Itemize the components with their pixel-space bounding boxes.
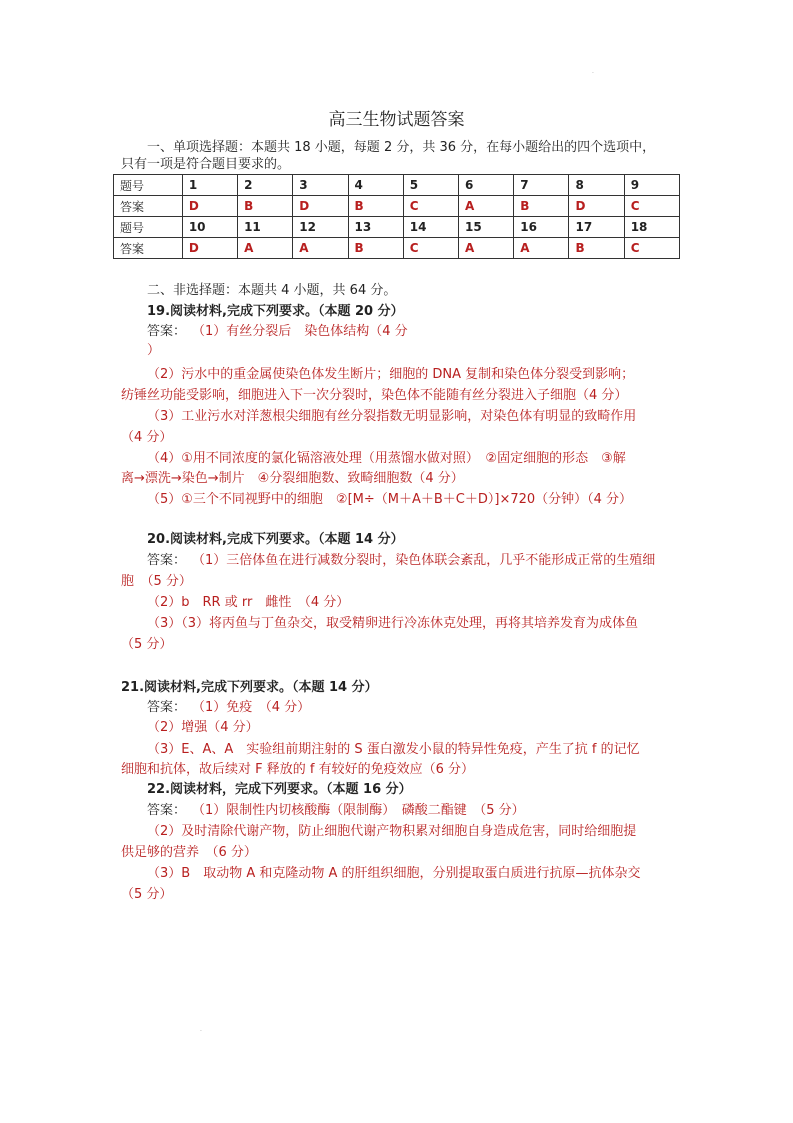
answer-cell: A (514, 238, 569, 259)
section1-line1: 一、单项选择题：本题共 18 小题，每题 2 分，共 36 分，在每小题给出的四个选项中， (147, 140, 656, 155)
q19-title: 19.阅读材料,完成下列要求。（本题 20 分） (147, 304, 404, 319)
page-mark: · (592, 70, 594, 77)
answer-cell: A (459, 238, 514, 259)
page-title: 高三生物试题答案 (328, 110, 465, 130)
question-number-cell: 8 (569, 175, 624, 196)
q22-answer-2a: （2）及时清除代谢产物，防止细胞代谢产物积累对细胞自身造成危害，同时给细胞提 (147, 824, 637, 839)
section1-line2: 只有一项是符合题目要求的。 (121, 157, 291, 172)
q20-answer-3b: （5 分） (121, 637, 173, 652)
question-number-cell: 18 (624, 217, 679, 238)
answer-cell: B (569, 238, 624, 259)
q21-answer-label: 答案： (147, 700, 187, 715)
answer-table (113, 174, 680, 259)
q21-answer-2: （2）增强（4 分） (147, 720, 259, 735)
answer-cell: A (459, 196, 514, 217)
answer-cell: C (624, 196, 679, 217)
q19-answer-label: 答案： (147, 324, 187, 339)
q19-answer-1b: ） (147, 343, 161, 358)
question-number-cell: 1 (182, 175, 237, 196)
table-row-question-numbers (114, 175, 680, 196)
q19-answer-2b: 纺锤丝功能受影响，细胞进入下一次分裂时，染色体不能随有丝分裂进入子细胞（4 分） (121, 388, 628, 403)
answer-cell: B (348, 196, 403, 217)
q21-title: 21.阅读材料,完成下列要求。（本题 14 分） (121, 680, 378, 695)
question-number-cell: 12 (293, 217, 348, 238)
q22-answer-2b: 供足够的营养 （6 分） (121, 845, 257, 860)
question-number-cell: 17 (569, 217, 624, 238)
table-row-answers (114, 238, 680, 259)
q21-answer-1: （1）免疫 （4 分） (192, 700, 311, 715)
q20-answer-2: （2）b RR 或 rr 雌性 （4 分） (147, 595, 350, 610)
answer-cell: B (514, 196, 569, 217)
row-label-question: 题号 (114, 175, 183, 196)
q20-answer-1b: 胞 （5 分） (121, 574, 192, 589)
question-number-cell: 11 (238, 217, 293, 238)
q19-answer-4b: 离→漂洗→染色→制片 ④分裂细胞数、致畸细胞数（4 分） (121, 471, 464, 486)
section2-heading: 二、非选择题：本题共 4 小题，共 64 分。 (147, 283, 397, 298)
q19-answer-1: （1）有丝分裂后 染色体结构（4 分 (192, 324, 408, 339)
answer-cell: D (182, 238, 237, 259)
q21-answer-3a: （3）E、A、A 实验组前期注射的 S 蛋白激发小鼠的特异性免疫，产生了抗 f 的记忆 (147, 742, 640, 757)
question-number-cell: 13 (348, 217, 403, 238)
table-row-answers (114, 196, 680, 217)
question-number-cell: 15 (459, 217, 514, 238)
q21-answer-3b: 细胞和抗体，故后续对 F 释放的 f 有较好的免疫效应（6 分） (121, 762, 474, 777)
question-number-cell: 2 (238, 175, 293, 196)
q22-answer-1: （1）限制性内切核酸酶（限制酶） 磷酸二酯键 （5 分） (192, 803, 525, 818)
answer-cell: D (182, 196, 237, 217)
row-label-answer: 答案 (114, 196, 183, 217)
row-label-answer: 答案 (114, 238, 183, 259)
answer-cell: D (569, 196, 624, 217)
answer-cell: C (624, 238, 679, 259)
answer-cell: B (238, 196, 293, 217)
question-number-cell: 14 (403, 217, 458, 238)
answer-cell: C (403, 238, 458, 259)
answer-cell: A (293, 238, 348, 259)
question-number-cell: 10 (182, 217, 237, 238)
q22-answer-3a: （3）B 取动物 A 和克隆动物 A 的肝组织细胞，分别提取蛋白质进行抗原—抗体杂交 (147, 866, 641, 881)
question-number-cell: 5 (403, 175, 458, 196)
q22-answer-label: 答案： (147, 803, 187, 818)
question-number-cell: 3 (293, 175, 348, 196)
q20-title: 20.阅读材料,完成下列要求。（本题 14 分） (147, 532, 404, 547)
q22-answer-3b: （5 分） (121, 887, 173, 902)
q19-answer-4a: （4）①用不同浓度的氯化镉溶液处理（用蒸馏水做对照） ②固定细胞的形态 ③解 (147, 451, 626, 466)
q19-answer-3b: （4 分） (121, 430, 173, 445)
question-number-cell: 4 (348, 175, 403, 196)
question-number-cell: 16 (514, 217, 569, 238)
answer-cell: B (348, 238, 403, 259)
q20-answer-label: 答案： (147, 553, 187, 568)
answer-cell: D (293, 196, 348, 217)
question-number-cell: 7 (514, 175, 569, 196)
q19-answer-2a: （2）污水中的重金属使染色体发生断片；细胞的 DNA 复制和染色体分裂受到影响； (147, 367, 635, 382)
answer-cell: C (403, 196, 458, 217)
q22-title: 22.阅读材料，完成下列要求。（本题 16 分） (147, 782, 412, 797)
q20-answer-3a: （3）（3）将丙鱼与丁鱼杂交，取受精卵进行冷冻休克处理，再将其培养发育为成体鱼 (147, 616, 639, 631)
q19-answer-5: （5）①三个不同视野中的细胞 ②[M÷（M＋A＋B＋C＋D）]×720（分钟）（4 分） (147, 492, 633, 507)
question-number-cell: 6 (459, 175, 514, 196)
answer-cell: A (238, 238, 293, 259)
q20-answer-1a: （1）三倍体鱼在进行减数分裂时，染色体联会紊乱，几乎不能形成正常的生殖细 (192, 553, 656, 568)
table-row-question-numbers (114, 217, 680, 238)
question-number-cell: 9 (624, 175, 679, 196)
q19-answer-3a: （3）工业污水对洋葱根尖细胞有丝分裂指数无明显影响，对染色体有明显的致畸作用 (147, 409, 637, 424)
row-label-question: 题号 (114, 217, 183, 238)
page-mark: · (200, 1028, 202, 1035)
